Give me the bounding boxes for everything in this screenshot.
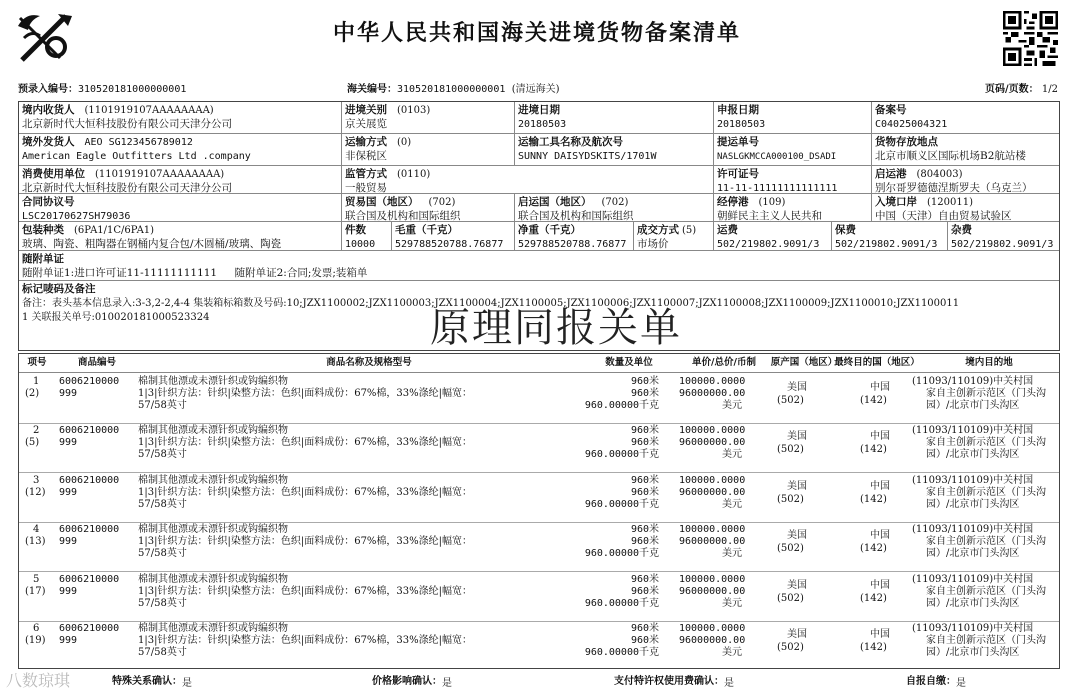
quantity-2: 960米 [630,585,659,597]
domestic-destination-3: 园）/北京市门头沟区 [926,400,1020,411]
origin-country: 美国 [787,431,807,443]
field-attached-docs: 随附单证 随附单证1:进口许可证11-11111111111 随附单证2:合同;发票;装箱单 [19,251,1059,281]
quantity-3: 960.00000千克 [584,400,659,411]
domestic-destination-1: (11093/110109)中关村国 [912,623,1034,634]
hs-code-extra: 999 [59,437,78,449]
item-no: 1 [33,376,40,387]
field-contract-no: 合同协议号 LSC20170627SH79036 [19,194,342,222]
goods-spec: 1|3|针织方法：针织|染整方法：色织|面料成份：67%棉，33%涤纶|幅宽： [138,585,473,597]
domestic-destination-1: (11093/110109)中关村国 [912,474,1034,486]
field-consignor: 境外发货人 AEO SG123456789012 American Eagle Outfitters Ltd .company [19,134,342,166]
hs-code: 6006210000 [59,376,120,387]
table-row [19,373,1059,424]
domestic-destination-3: 园）/北京市门头沟区 [926,498,1020,510]
domestic-destination-1: (11093/110109)中关村国 [912,376,1034,387]
field-record-no: 备案号 C04025004321 [872,102,1059,134]
field-gross-weight: 毛重（千克） 529788520788.76877 [392,222,515,251]
item-sub-no: (17) [25,585,46,597]
field-transport-mode: 运输方式 (0) 非保税区 [342,134,515,166]
table-row [19,521,1059,572]
item-no: 4 [33,524,40,536]
quantity-1: 960米 [630,623,659,634]
special-relation-confirm: 特殊关系确认： 是 [112,676,192,689]
goods-name: 棉制其他漂或未漂针织或钩编织物 [138,425,288,437]
field-misc-fee: 杂费 502/219802.9091/3 [948,222,1059,251]
origin-code: (502) [777,543,804,555]
price-impact-confirm: 价格影响确认： 是 [372,676,452,689]
hs-code: 6006210000 [59,573,120,585]
unit-price: 100000.0000 [679,623,746,634]
domestic-destination-3: 园）/北京市门头沟区 [926,548,1020,560]
quantity-2: 960米 [630,388,659,399]
domestic-destination-2: 家自主创新示范区（门头沟 [926,635,1046,646]
watermark-text: 原理同报关单 [430,305,682,351]
hs-code-extra: 999 [59,635,78,646]
destination-code: (142) [860,444,887,456]
hs-code: 6006210000 [59,623,120,634]
destination-country: 中国 [870,382,890,393]
item-sub-no: (5) [25,437,40,449]
goods-spec-cont: 57/58英寸 [138,449,187,461]
col-header-price: 单价/总价/币制 [692,357,756,368]
field-pieces: 件数 10000 [342,222,392,251]
item-sub-no: (19) [25,635,46,646]
field-marks-remarks: 标记唛码及备注 备注：表头基本信息录入:3-3,2-2,4-4 集装箱标箱数及号码:10;JZX1100002;JZX1100003;JZX1100004;JZX1100005;JZX1100006;JZX1100007;JZX1100008;JZX1100009;JZX1100010;JZX1100011 1 关联报关单号:010020181000523324 [22,283,960,323]
field-storage-place: 货物存放地点 北京市顺义区国际机场B2航站楼 [872,134,1059,166]
currency: 美元 [722,400,742,411]
currency: 美元 [722,647,742,658]
customs-number: 海关编号：310520181000000001 (清远海关) [347,84,560,95]
domestic-destination-2: 家自主创新示范区（门头沟 [926,486,1046,498]
quantity-3: 960.00000千克 [584,548,659,560]
item-no: 6 [33,623,40,634]
origin-country: 美国 [787,629,807,640]
item-no: 2 [33,425,40,437]
table-row [19,472,1059,523]
currency: 美元 [722,449,742,461]
total-price: 96000000.00 [679,536,746,548]
field-bill-no: 提运单号 NASLGKMCCA000100_DSADI [714,134,872,166]
col-header-quantity: 数量及单位 [605,357,653,368]
field-transport-name: 运输工具名称及航次号 SUNNY DAISYDSKITS/1701W [515,134,714,166]
quantity-3: 960.00000千克 [584,449,659,461]
destination-country: 中国 [870,629,890,640]
goods-spec-cont: 57/58英寸 [138,647,187,658]
quantity-3: 960.00000千克 [584,597,659,609]
royalty-confirm: 支付特许权使用费确认： 是 [614,676,734,689]
origin-code: (502) [777,493,804,505]
field-departure-country: 启运国（地区） (702) 联合国及机构和国际组织 [515,194,714,222]
currency: 美元 [722,498,742,510]
goods-spec-cont: 57/58英寸 [138,498,187,510]
domestic-destination-2: 家自主创新示范区（门头沟 [926,585,1046,597]
goods-spec-cont: 57/58英寸 [138,400,187,411]
field-import-date: 进境日期 20180503 [515,102,714,134]
hs-code: 6006210000 [59,524,120,536]
goods-spec: 1|3|针织方法：针织|染整方法：色织|面料成份：67%棉，33%涤纶|幅宽： [138,536,473,548]
quantity-3: 960.00000千克 [584,498,659,510]
item-sub-no: (2) [25,388,40,399]
field-via-port: 经停港 (109) 朝鲜民主主义人民共和 [714,194,872,222]
goods-spec-cont: 57/58英寸 [138,597,187,609]
field-consignee: 境内收货人 (1101919107AAAAAAAA) 北京新时代大恒科技股份有限公司天津分公司 [19,102,342,134]
destination-country: 中国 [870,431,890,443]
total-price: 96000000.00 [679,486,746,498]
item-sub-no: (12) [25,486,46,498]
field-entry-port: 入境口岸 (120011) 中国（天津）自由贸易试验区 [872,194,1059,222]
domestic-destination-1: (11093/110109)中关村国 [912,573,1034,585]
field-insurance: 保费 502/219802.9091/3 [832,222,948,251]
item-no: 3 [33,474,40,486]
field-consumer: 消费使用单位 (1101919107AAAAAAAA) 北京新时代大恒科技股份有限公司天津分公司 [19,166,342,194]
origin-code: (502) [777,395,804,406]
domestic-destination-2: 家自主创新示范区（门头沟 [926,437,1046,449]
quantity-3: 960.00000千克 [584,647,659,658]
item-no: 5 [33,573,40,585]
quantity-2: 960米 [630,437,659,449]
domestic-destination-3: 园）/北京市门头沟区 [926,647,1020,658]
self-declare-confirm: 自报自缴： 是 [906,676,966,689]
table-row [19,620,1059,670]
brand-watermark: 八数琼琪 [6,671,71,690]
quantity-1: 960米 [630,474,659,486]
goods-spec: 1|3|针织方法：针织|染整方法：色织|面料成份：67%棉，33%涤纶|幅宽： [138,486,473,498]
qr-code-icon [1003,11,1058,66]
goods-spec-cont: 57/58英寸 [138,548,187,560]
hs-code: 6006210000 [59,474,120,486]
hs-code: 6006210000 [59,425,120,437]
total-price: 96000000.00 [679,585,746,597]
unit-price: 100000.0000 [679,524,746,536]
col-header-domestic-destination: 境内目的地 [965,357,1013,368]
quantity-1: 960米 [630,425,659,437]
currency: 美元 [722,597,742,609]
quantity-2: 960米 [630,635,659,646]
col-header-destination: 最终目的国（地区） [834,357,920,368]
destination-country: 中国 [870,530,890,542]
goods-name: 棉制其他漂或未漂针织或钩编织物 [138,623,288,634]
origin-code: (502) [777,642,804,653]
quantity-2: 960米 [630,536,659,548]
goods-spec: 1|3|针织方法：针织|染整方法：色织|面料成份：67%棉，33%涤纶|幅宽： [138,635,473,646]
unit-price: 100000.0000 [679,376,746,387]
destination-code: (142) [860,592,887,604]
table-row [19,422,1059,473]
goods-name: 棉制其他漂或未漂针织或钩编织物 [138,524,288,536]
total-price: 96000000.00 [679,388,746,399]
origin-country: 美国 [787,382,807,393]
currency: 美元 [722,548,742,560]
field-departure-port: 启运港 (804003) 别尔哥罗德德涅斯罗夫（乌克兰） [872,166,1059,194]
col-header-name-spec: 商品名称及规格型号 [326,357,412,368]
origin-code: (502) [777,444,804,456]
confirmation-footer [0,670,1074,691]
destination-code: (142) [860,642,887,653]
field-supervision-mode: 监管方式 (0110) 一般贸易 [342,166,714,194]
document-title: 中华人民共和国海关进境货物备案清单 [332,20,741,46]
col-header-origin: 原产国（地区） [770,357,838,368]
col-header-hs-code: 商品编号 [77,357,116,368]
destination-country: 中国 [870,480,890,492]
goods-name: 棉制其他漂或未漂针织或钩编织物 [138,376,288,387]
pre-entry-number: 预录入编号：310520181000000001 [18,84,187,95]
hs-code-extra: 999 [59,486,78,498]
goods-name: 棉制其他漂或未漂针织或钩编织物 [138,474,288,486]
quantity-1: 960米 [630,573,659,585]
goods-table [18,353,1060,669]
domestic-destination-3: 园）/北京市门头沟区 [926,597,1020,609]
origin-country: 美国 [787,579,807,591]
goods-spec: 1|3|针织方法：针织|染整方法：色织|面料成份：67%棉，33%涤纶|幅宽： [138,388,473,399]
item-sub-no: (13) [25,536,46,548]
origin-country: 美国 [787,530,807,542]
field-declare-date: 申报日期 20180503 [714,102,872,134]
destination-code: (142) [860,493,887,505]
field-entry-customs: 进境关别 (0103) 京关展览 [342,102,515,134]
domestic-destination-3: 园）/北京市门头沟区 [926,449,1020,461]
quantity-1: 960米 [630,524,659,536]
field-freight: 运费 502/219802.9091/3 [714,222,832,251]
origin-country: 美国 [787,480,807,492]
quantity-2: 960米 [630,486,659,498]
domestic-destination-1: (11093/110109)中关村国 [912,524,1034,536]
field-license-no: 许可证号 11-11-11111111111111 [714,166,872,194]
domestic-destination-2: 家自主创新示范区（门头沟 [926,536,1046,548]
hs-code-extra: 999 [59,536,78,548]
domestic-destination-2: 家自主创新示范区（门头沟 [926,388,1046,399]
col-header-item-no: 项号 [27,357,47,368]
unit-price: 100000.0000 [679,474,746,486]
total-price: 96000000.00 [679,635,746,646]
hs-code-extra: 999 [59,388,78,399]
page-indicator: 页码/页数： 1/2 [985,84,1058,95]
destination-code: (142) [860,543,887,555]
goods-name: 棉制其他漂或未漂针织或钩编织物 [138,573,288,585]
destination-code: (142) [860,395,887,406]
unit-price: 100000.0000 [679,573,746,585]
origin-code: (502) [777,592,804,604]
table-row [19,571,1059,622]
field-package-type: 包装种类 (6PA1/1C/6PA1) 玻璃、陶瓷、粗陶器在钢桶内复合包/木圆桶/玻璃、陶瓷 [19,222,342,251]
domestic-destination-1: (11093/110109)中关村国 [912,425,1034,437]
hs-code-extra: 999 [59,585,78,597]
field-trade-country: 贸易国（地区） (702) 联合国及机构和国际组织 [342,194,515,222]
unit-price: 100000.0000 [679,425,746,437]
destination-country: 中国 [870,579,890,591]
field-net-weight: 净重（千克） 529788520788.76877 [515,222,634,251]
field-transaction-mode: 成交方式 (5) 市场价 [634,222,714,251]
goods-spec: 1|3|针织方法：针织|染整方法：色织|面料成份：67%棉，33%涤纶|幅宽： [138,437,473,449]
quantity-1: 960米 [630,376,659,387]
total-price: 96000000.00 [679,437,746,449]
